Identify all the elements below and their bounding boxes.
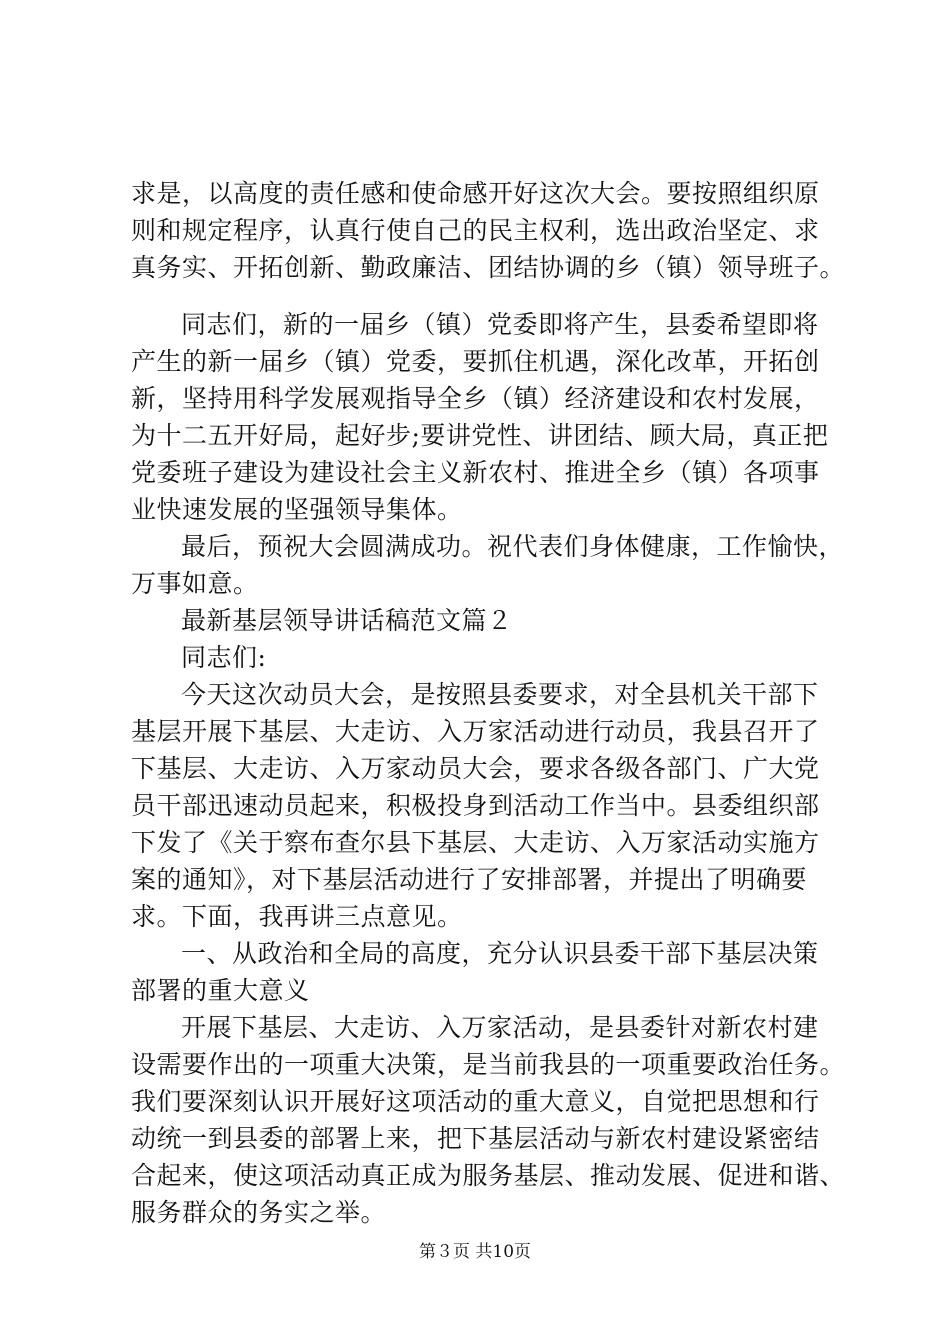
section-heading: 最新基层领导讲话稿范文篇２	[181, 606, 513, 635]
salutation: 同志们:	[181, 643, 267, 672]
text-line: 同志们，新的一届乡（镇）党委即将产生，县委希望即将	[181, 310, 819, 339]
text-line: 万事如意。	[131, 569, 259, 598]
text-line: 求。下面，我再讲三点意见。	[131, 902, 463, 931]
text-line: 下基层、大走访、入万家动员大会，要求各级各部门、广大党	[131, 754, 820, 783]
text-line: 服务群众的务实之举。	[131, 1198, 387, 1227]
text-line: 设需要作出的一项重大决策，是当前我县的一项重要政治任务。	[131, 1050, 846, 1079]
text-line: 合起来，使这项活动真正成为服务基层、推动发展、促进和谐、	[131, 1161, 846, 1190]
text-line: 则和规定程序，认真行使自己的民主权利，选出政治坚定、求	[131, 216, 820, 245]
text-line: 基层开展下基层、大走访、入万家活动进行动员，我县召开了	[131, 717, 820, 746]
text-line: 产生的新一届乡（镇）党委，要抓住机遇，深化改革，开拓创	[131, 347, 820, 376]
text-line: 最后，预祝大会圆满成功。祝代表们身体健康，工作愉快，	[181, 532, 845, 561]
text-line: 真务实、开拓创新、勤政廉洁、团结协调的乡（镇）领导班子。	[131, 253, 846, 282]
text-line: 部署的重大意义	[131, 976, 310, 1005]
text-line: 今天这次动员大会，是按照县委要求，对全县机关干部下	[181, 680, 819, 709]
page-footer: 第３页 共10页	[418, 1242, 532, 1262]
text-line: 一、从政治和全局的高度，充分认识县委干部下基层决策	[181, 939, 819, 968]
text-line: 下发了《关于察布查尔县下基层、大走访、入万家活动实施方	[131, 828, 820, 857]
text-line: 员干部迅速动员起来，积极投身到活动工作当中。县委组织部	[131, 791, 820, 820]
text-line: 新，坚持用科学发展观指导全乡（镇）经济建设和农村发展，	[131, 384, 820, 413]
text-line: 我们要深刻认识开展好这项活动的重大意义，自觉把思想和行	[131, 1087, 820, 1116]
text-line: 开展下基层、大走访、入万家活动，是县委针对新农村建	[181, 1013, 819, 1042]
text-line: 业快速发展的坚强领导集体。	[131, 495, 463, 524]
text-line: 动统一到县委的部署上来，把下基层活动与新农村建设紧密结	[131, 1124, 820, 1153]
text-line: 为十二五开好局，起好步;要讲党性、讲团结、顾大局，真正把	[131, 421, 829, 450]
text-line: 求是，以高度的责任感和使命感开好这次大会。要按照组织原	[131, 179, 820, 208]
text-line: 党委班子建设为建设社会主义新农村、推进全乡（镇）各项事	[131, 458, 820, 487]
text-line: 案的通知》，对下基层活动进行了安排部署，并提出了明确要	[131, 865, 808, 894]
